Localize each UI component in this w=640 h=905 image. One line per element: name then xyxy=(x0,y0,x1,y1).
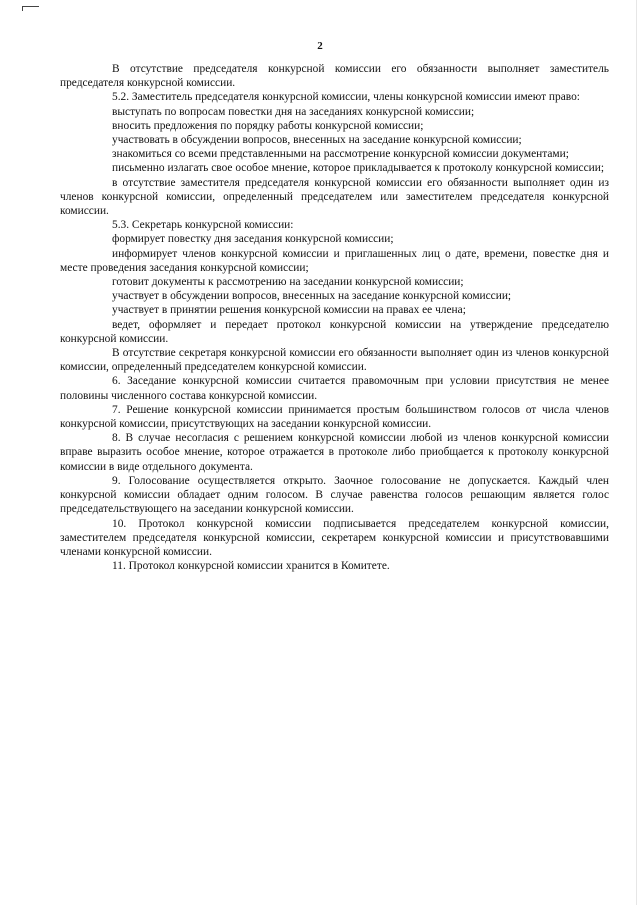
paragraph: 8. В случае несогласия с решением конкурсной комиссии любой из членов конкурсной комиссии вправе выразить особое мнение, которое отражается в протоколе либо приобщается к протоколу конкурсной комиссии в виде отдельного документа. xyxy=(60,432,609,473)
paragraph: 5.3. Секретарь конкурсной комиссии: xyxy=(112,219,294,232)
paragraph: информирует членов конкурсной комиссии и приглашенных лиц о дате, времени, повестке дня и месте проведения заседания конкурсной комиссии; xyxy=(60,247,609,274)
paragraph: В отсутствие председателя конкурсной комиссии его обязанности выполняет заместитель председателя конкурсной комиссии. xyxy=(60,63,609,90)
paragraph: выступать по вопросам повестки дня на заседаниях конкурсной комиссии; xyxy=(112,105,475,118)
scan-corner-mark xyxy=(22,6,39,11)
paragraph: 6. Заседание конкурсной комиссии считается правомочным при условии присутствия не менее половины численного состава конкурсной комиссии. xyxy=(60,375,609,402)
paragraph: знакомиться со всеми представленными на рассмотрение конкурсной комиссии документами; xyxy=(112,148,569,161)
paragraph: 11. Протокол конкурсной комиссии хранится в Комитете. xyxy=(112,560,390,573)
scan-page-edge xyxy=(636,0,637,905)
paragraph: в отсутствие заместителя председателя конкурсной комиссии его обязанности выполняет один из членов конкурсной комиссии, определенный председателем или заместителем председателя конкурсной комиссии. xyxy=(60,176,609,218)
paragraph: письменно излагать свое особое мнение, которое прикладывается к протоколу конкурсной комиссии; xyxy=(112,162,605,175)
paragraph: формирует повестку дня заседания конкурсной комиссии; xyxy=(112,233,394,246)
paragraph: В отсутствие секретаря конкурсной комиссии его обязанности выполняет один из членов конкурсной комиссии, определенный председателем конкурсной комиссии. xyxy=(60,347,609,374)
paragraph: 9. Голосование осуществляется открыто. Заочное голосование не допускается. Каждый член конкурсной комиссии обладает одним голосом. В случае равенства голосов решающим является голос председательствующего на заседании конкурсной комиссии. xyxy=(60,474,609,516)
paragraph: ведет, оформляет и передает протокол конкурсной комиссии на утверждение председателю конкурсной комиссии. xyxy=(60,318,609,345)
paragraph: участвует в обсуждении вопросов, внесенных на заседание конкурсной комиссии; xyxy=(112,290,512,303)
page-number: 2 xyxy=(317,40,323,52)
paragraph: вносить предложения по порядку работы конкурсной комиссии; xyxy=(112,119,424,132)
paragraph: участвовать в обсуждении вопросов, внесенных на заседание конкурсной комиссии; xyxy=(112,134,522,147)
paragraph: 10. Протокол конкурсной комиссии подписывается председателем конкурсной комиссии, заместителем председателя конкурсной комиссии, секретарем конкурсной комиссии и присутствовавшими членами конкурсной комиссии. xyxy=(60,517,609,558)
paragraph: 5.2. Заместитель председателя конкурсной комиссии, члены конкурсной комиссии имеют право: xyxy=(112,91,580,104)
document-body xyxy=(60,62,609,573)
paragraph: готовит документы к рассмотрению на заседании конкурсной комиссии; xyxy=(112,276,464,289)
paragraph: 7. Решение конкурсной комиссии принимается простым большинством голосов от числа членов конкурсной комиссии, присутствующих на заседании конкурсной комиссии. xyxy=(60,403,609,431)
paragraph: участвует в принятии решения конкурсной комиссии на правах ее члена; xyxy=(112,304,466,317)
